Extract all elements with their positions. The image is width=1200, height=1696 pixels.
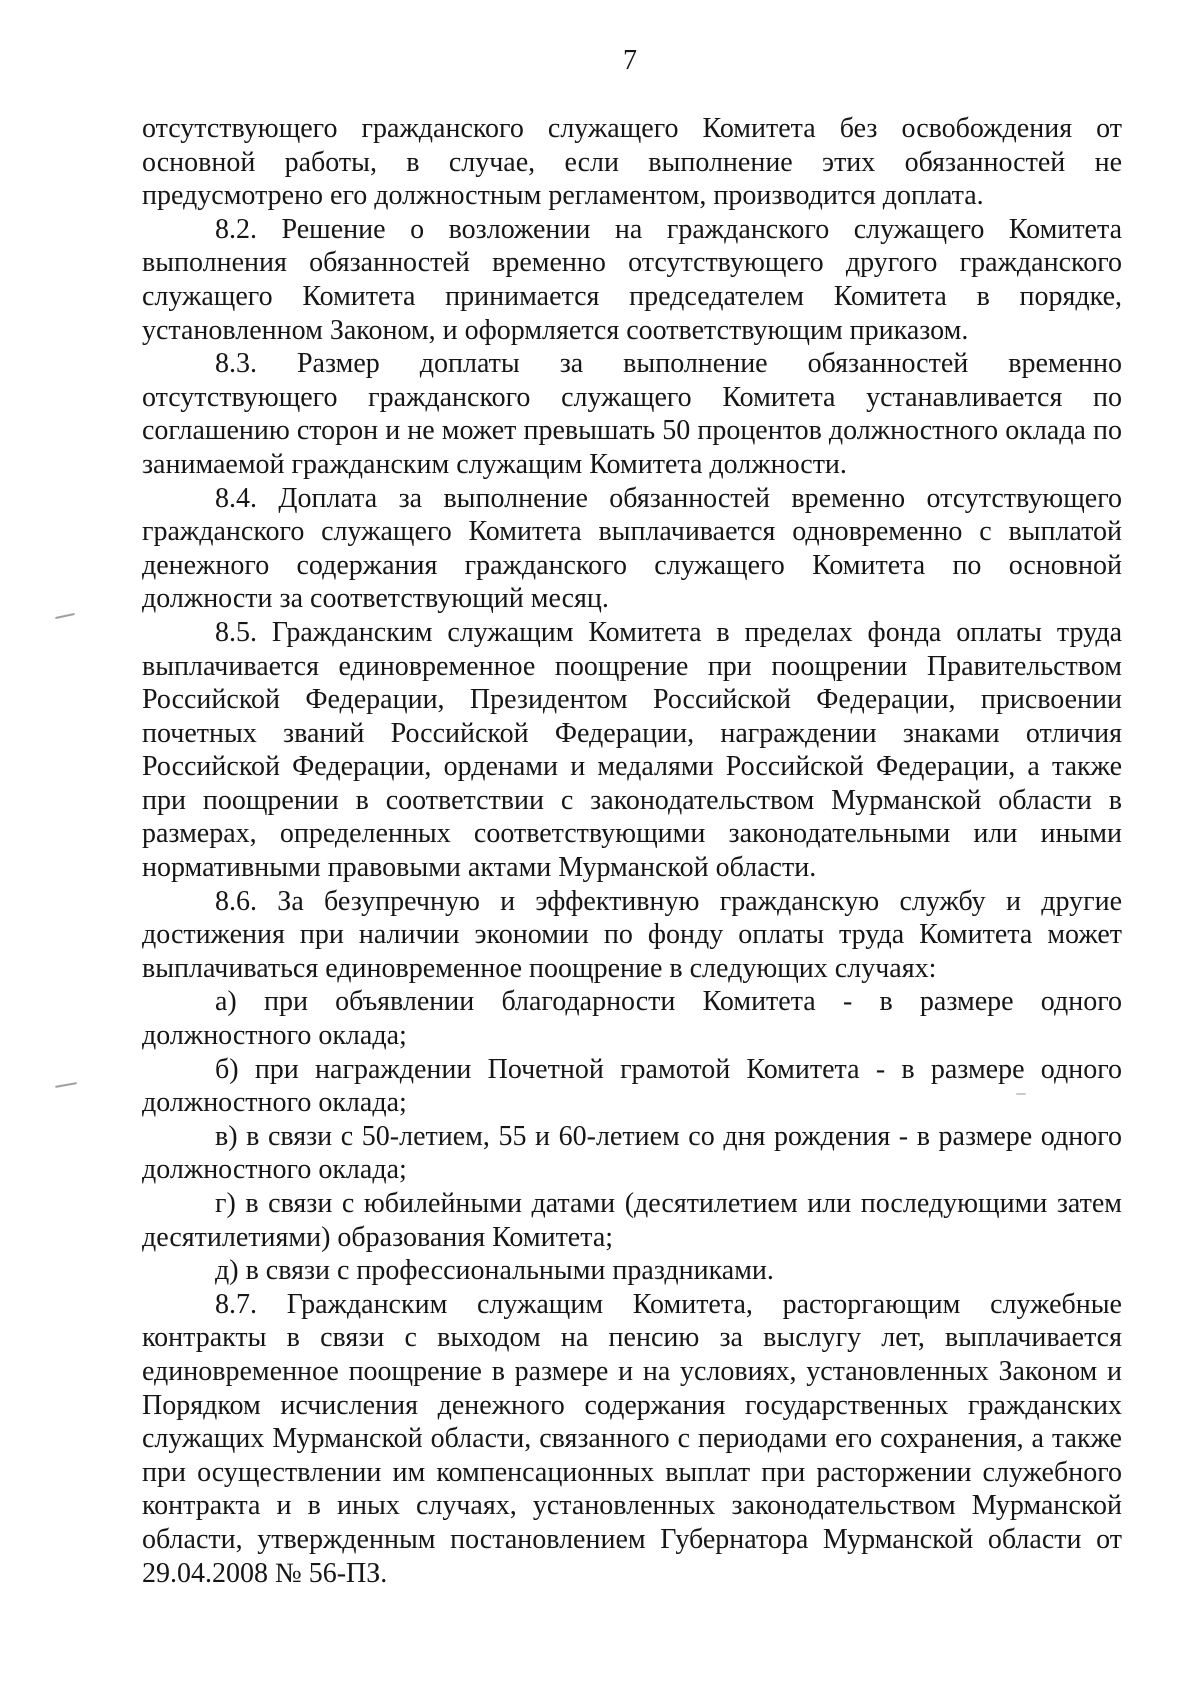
- paragraph-8-7: 8.7. Гражданским служащим Комитета, расторгающим служебные контракты в связи с выходом на пенсию за выслугу лет, выплачивается единовременное поощрение в размере и на условиях, установленных Законом и Порядком исчисления денежного содержания государственных гражданских служащих Мурманской области, связанного с периодами его сохранения, а также при осуществлении им компенсационных выплат при расторжении служебного контракта и в иных случаях, установленных законодательством Мурманской области, утвержденным постановлением Губернатора Мурманской области от 29.04.2008 № 56-ПЗ.: [142, 1288, 1122, 1589]
- scan-artifact-mark: [55, 1082, 77, 1088]
- scan-artifact-mark: [1016, 1093, 1026, 1095]
- paragraph-8-6: 8.6. За безупречную и эффективную гражданскую службу и другие достижения при наличии экономии по фонду оплаты труда Комитета может выплачиваться единовременное поощрение в следующих случаях:: [142, 885, 1122, 984]
- paragraph-8-4: 8.4. Доплата за выполнение обязанностей временно отсутствующего гражданского служащего Комитета выплачивается одновременно с выплатой денежного содержания гражданского служащего Комитета по основной должности за соответствующий месяц.: [142, 482, 1122, 615]
- document-body: [142, 112, 1122, 1590]
- list-item-a: а) при объявлении благодарности Комитета - в размере одного должностного оклада;: [142, 986, 1122, 1052]
- paragraph-8-5: 8.5. Гражданским служащим Комитета в пределах фонда оплаты труда выплачивается единовременное поощрение при поощрении Правительством Российской Федерации, Президентом Российской Федерации, присвоении почетных званий Российской Федерации, награждении знаками отличия Российской Федерации, орденами и медалями Российской Федерации, а также при поощрении в соответствии с законодательством Мурманской области в размерах, определенных соответствующими законодательными или иными нормативными правовыми актами Мурманской области.: [142, 616, 1122, 884]
- list-item-d: д) в связи с профессиональными праздниками.: [215, 1255, 774, 1287]
- list-item-g: г) в связи с юбилейными датами (десятилетием или последующими затем десятилетиями) образования Комитета;: [142, 1188, 1122, 1253]
- list-item-v: в) в связи с 50-летием, 55 и 60-летием со дня рождения - в размере одного должностного оклада;: [142, 1120, 1122, 1186]
- paragraph-8-3: 8.3. Размер доплаты за выполнение обязанностей временно отсутствующего гражданского служащего Комитета устанавливается по соглашению сторон и не может превышать 50 процентов должностного оклада по занимаемой гражданским служащим Комитета должности.: [142, 348, 1122, 480]
- page-number: 7: [623, 45, 637, 76]
- list-item-b: б) при награждении Почетной грамотой Комитета - в размере одного должностного оклада;: [142, 1053, 1122, 1119]
- scan-artifact-mark: [55, 613, 75, 619]
- paragraph-continuation: отсутствующего гражданского служащего Комитета без освобождения от основной работы, в случае, если выполнение этих обязанностей не предусмотрено его должностным регламентом, производится доплата.: [142, 113, 1122, 212]
- paragraph-8-2: 8.2. Решение о возложении на гражданского служащего Комитета выполнения обязанностей временно отсутствующего другого гражданского служащего Комитета принимается председателем Комитета в порядке, установленном Законом, и оформляется соответствующим приказом.: [142, 213, 1122, 346]
